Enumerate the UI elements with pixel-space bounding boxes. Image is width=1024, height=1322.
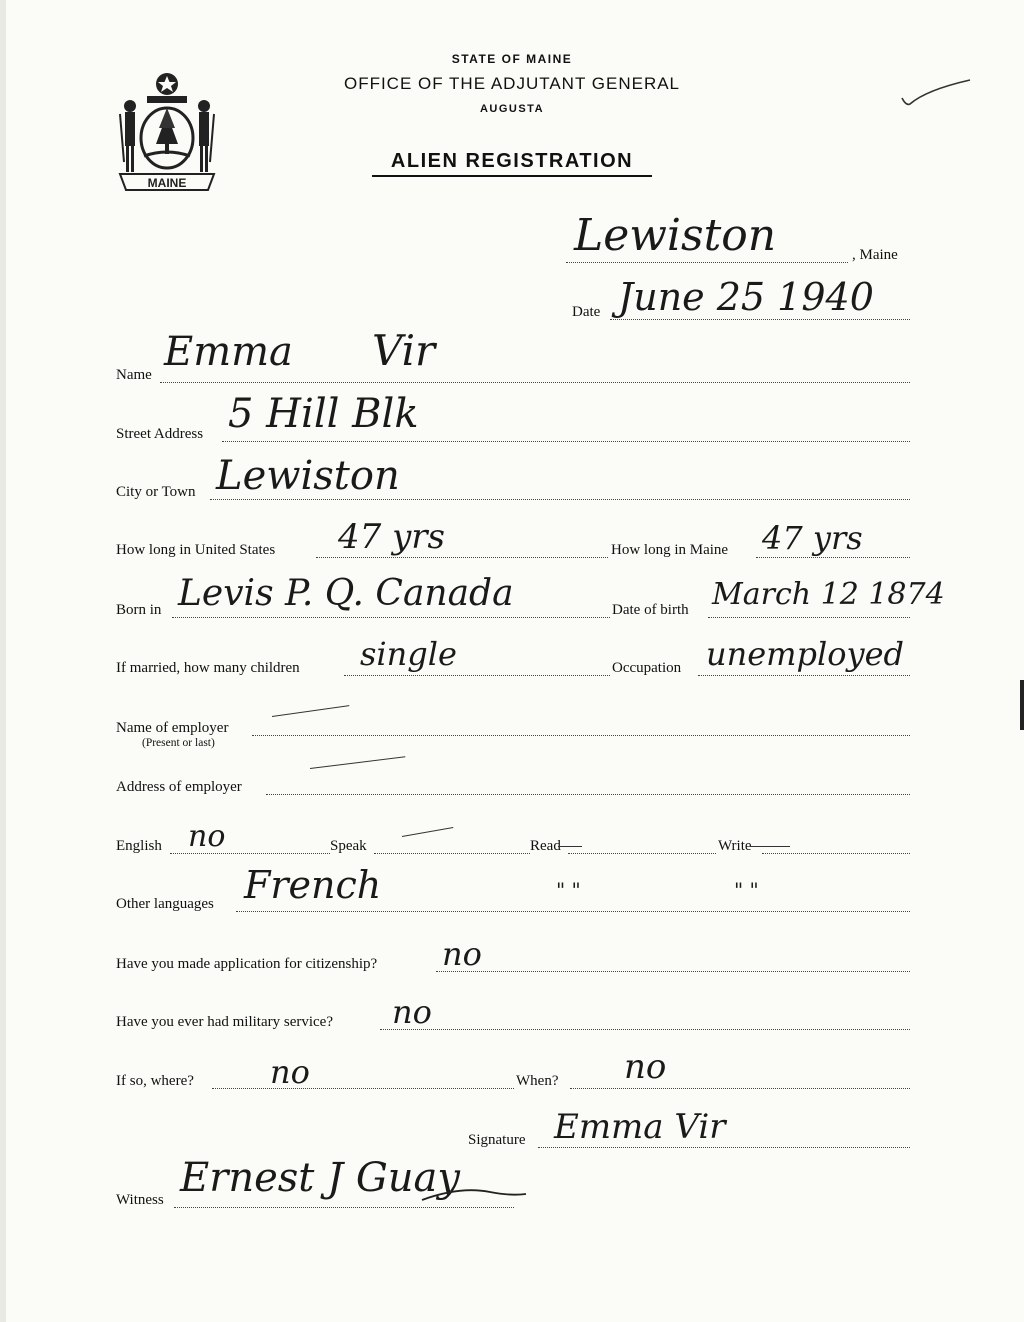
dob-handwriting: March 12 1874 — [712, 577, 945, 612]
children-label: If married, how many children — [116, 660, 300, 676]
employer-name-label: Name of employer — [116, 720, 229, 736]
years-maine-label: How long in Maine — [611, 542, 729, 558]
years-maine-line — [756, 557, 910, 558]
city-heading: AUGUSTA — [479, 103, 545, 115]
employer-name-sublabel: (Present or last) — [142, 737, 215, 749]
write-dash — [750, 846, 790, 847]
signature-line — [538, 1147, 910, 1148]
read-line — [568, 853, 716, 854]
street-label: Street Address — [116, 426, 204, 442]
witness-handwriting: Ernest J Guay — [180, 1155, 460, 1201]
employer-name-line — [252, 735, 910, 736]
citizenship-handwriting: no — [442, 935, 482, 973]
speak-label: Speak — [330, 838, 367, 854]
born-in-label: Born in — [116, 602, 162, 618]
years-us-line — [316, 557, 608, 558]
maine-label: , Maine — [852, 247, 898, 263]
years-us-handwriting: 47 yrs — [338, 517, 445, 557]
speak-line — [374, 853, 530, 854]
occupation-handwriting: unemployed — [706, 635, 904, 673]
place-line — [566, 262, 848, 263]
speak-dash — [402, 827, 453, 837]
occupation-label: Occupation — [612, 660, 682, 676]
city-line — [210, 499, 910, 500]
other-languages-label: Other languages — [116, 896, 214, 912]
write-label: Write — [718, 838, 752, 854]
street-line — [222, 441, 910, 442]
children-handwriting: single — [360, 635, 457, 673]
form-title: ALIEN REGISTRATION — [372, 150, 652, 177]
where-line — [212, 1088, 514, 1089]
english-handwriting: no — [188, 819, 226, 854]
place-handwriting: Lewiston — [574, 210, 777, 261]
city-label: City or Town — [116, 484, 196, 500]
street-handwriting: 5 Hill Blk — [228, 391, 419, 437]
when-handwriting: no — [624, 1047, 667, 1087]
dob-label: Date of birth — [612, 602, 689, 618]
years-maine-handwriting: 47 yrs — [762, 519, 863, 557]
ditto-write-handwriting: " " — [734, 878, 759, 902]
other-languages-handwriting: French — [244, 863, 382, 907]
employer-address-label: Address of employer — [116, 779, 242, 795]
name-last-handwriting: Vir — [372, 326, 436, 375]
when-label: When? — [516, 1073, 559, 1089]
scan-edge-mark — [1020, 680, 1024, 730]
seal-banner-text: MAINE — [147, 176, 187, 190]
english-label: English — [116, 838, 162, 854]
date-label: Date — [572, 304, 601, 320]
read-dash — [558, 846, 582, 847]
born-in-line — [172, 617, 610, 618]
witness-label: Witness — [116, 1192, 164, 1208]
military-label: Have you ever had military service? — [116, 1014, 333, 1030]
employer-address-line — [266, 794, 910, 795]
occupation-line — [698, 675, 910, 676]
other-languages-line — [236, 911, 910, 912]
witness-underline-stroke — [420, 1180, 530, 1210]
when-line — [570, 1088, 910, 1089]
name-line — [160, 382, 910, 383]
where-handwriting: no — [270, 1053, 310, 1091]
name-first-handwriting: Emma — [164, 329, 293, 375]
office-heading: OFFICE OF THE ADJUTANT GENERAL — [343, 74, 681, 93]
scan-edge — [0, 0, 6, 1322]
military-handwriting: no — [392, 993, 432, 1031]
signature-label: Signature — [468, 1132, 526, 1148]
write-line — [762, 853, 910, 854]
city-handwriting: Lewiston — [216, 453, 400, 499]
ditto-read-handwriting: " " — [556, 878, 581, 902]
state-heading: STATE OF MAINE — [451, 52, 573, 66]
dob-line — [708, 617, 910, 618]
date-line — [610, 319, 910, 320]
employer-address-dash — [310, 756, 405, 769]
citizenship-label: Have you made application for citizenship? — [116, 956, 378, 972]
employer-name-dash — [272, 705, 349, 717]
born-in-handwriting: Levis P. Q. Canada — [178, 573, 514, 614]
where-label: If so, where? — [116, 1073, 194, 1089]
signature-handwriting: Emma Vir — [554, 1107, 726, 1147]
military-line — [380, 1029, 910, 1030]
citizenship-line — [436, 971, 910, 972]
name-label: Name — [116, 367, 152, 383]
read-label: Read — [530, 838, 561, 854]
date-handwriting: June 25 1940 — [618, 275, 874, 319]
years-us-label: How long in United States — [116, 542, 276, 558]
children-line — [344, 675, 610, 676]
